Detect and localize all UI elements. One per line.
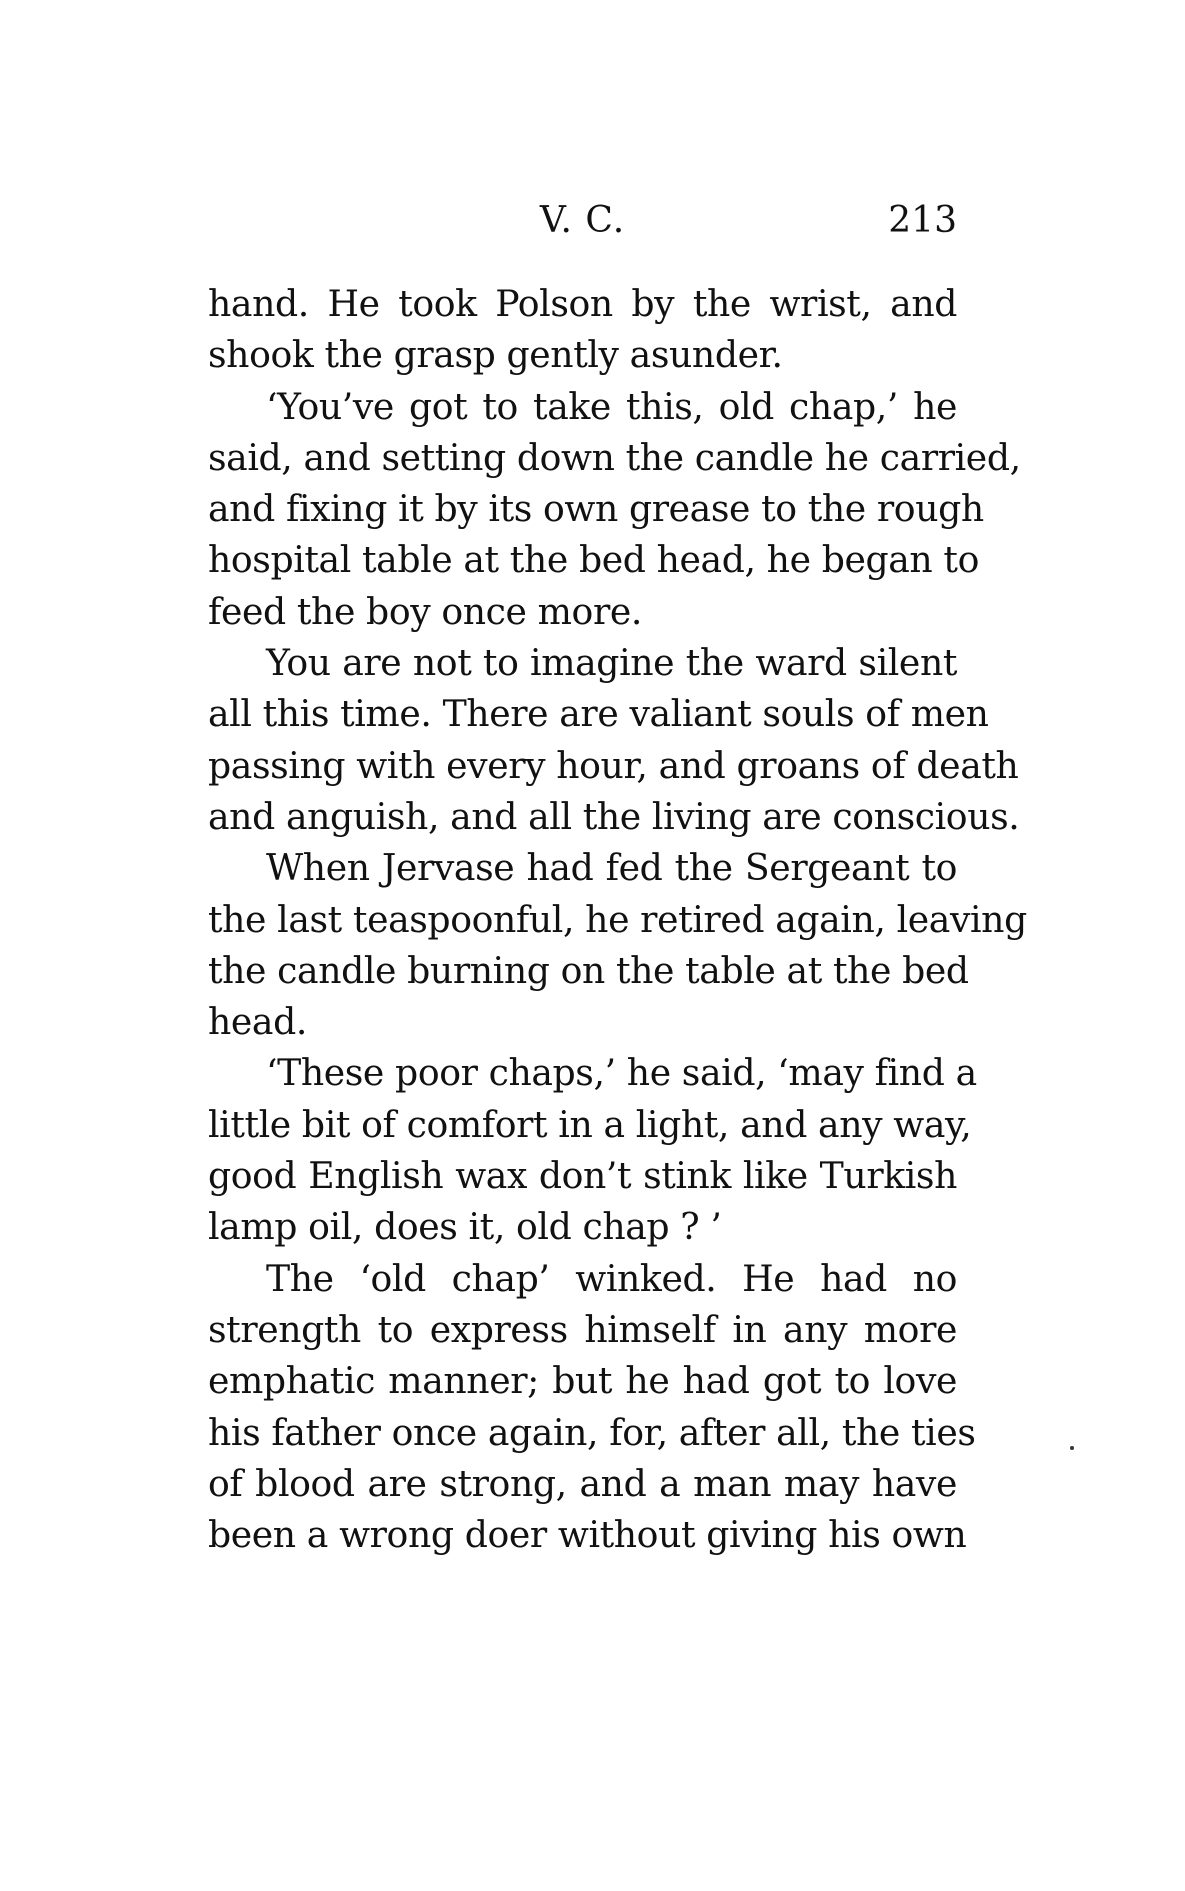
text-line: You are not to imagine the ward silent <box>266 641 957 685</box>
text-line: said, and setting down the candle he carried, <box>208 435 1021 479</box>
text-line: and anguish, and all the living are conscious. <box>208 794 1020 838</box>
text-line: ‘You’ve got to take this, old chap,’ he <box>266 384 957 428</box>
text-line: strength to express himself in any more <box>208 1307 957 1351</box>
page-number: 213 <box>888 200 957 241</box>
text-line: and fixing it by its own grease to the rough <box>208 487 984 531</box>
text-line: been a wrong doer without giving his own <box>208 1513 967 1557</box>
text-line: of blood are strong, and a man may have <box>208 1461 957 1505</box>
ink-speck <box>1070 1446 1074 1450</box>
body-text <box>208 278 1027 1560</box>
text-line: When Jervase had fed the Sergeant to <box>266 846 957 890</box>
text-line: good English wax don’t stink like Turkish <box>208 1154 957 1198</box>
text-line: The ‘old chap’ winked. He had no <box>266 1256 957 1300</box>
running-title: V. C. <box>539 200 626 241</box>
text-line: emphatic manner; but he had got to love <box>208 1359 957 1403</box>
text-line: all this time. There are valiant souls of men <box>208 692 989 736</box>
text-line: the last teaspoonful, he retired again, leaving <box>208 897 1027 941</box>
text-line: head. <box>208 1000 307 1044</box>
text-line: his father once again, for, after all, the ties <box>208 1410 976 1454</box>
text-line: ‘These poor chaps,’ he said, ‘may find a <box>266 1051 977 1095</box>
text-line: little bit of comfort in a light, and any way, <box>208 1102 972 1146</box>
running-head <box>208 200 957 260</box>
text-line: lamp oil, does it, old chap ? ’ <box>208 1205 722 1249</box>
text-line: passing with every hour, and groans of death <box>208 743 1019 787</box>
text-line: shook the grasp gently asunder. <box>208 333 783 377</box>
text-line: the candle burning on the table at the bed <box>208 948 969 992</box>
text-line: feed the boy once more. <box>208 589 642 633</box>
text-line: hand. He took Polson by the wrist, and <box>208 282 957 325</box>
text-line: hospital table at the bed head, he began to <box>208 538 979 582</box>
